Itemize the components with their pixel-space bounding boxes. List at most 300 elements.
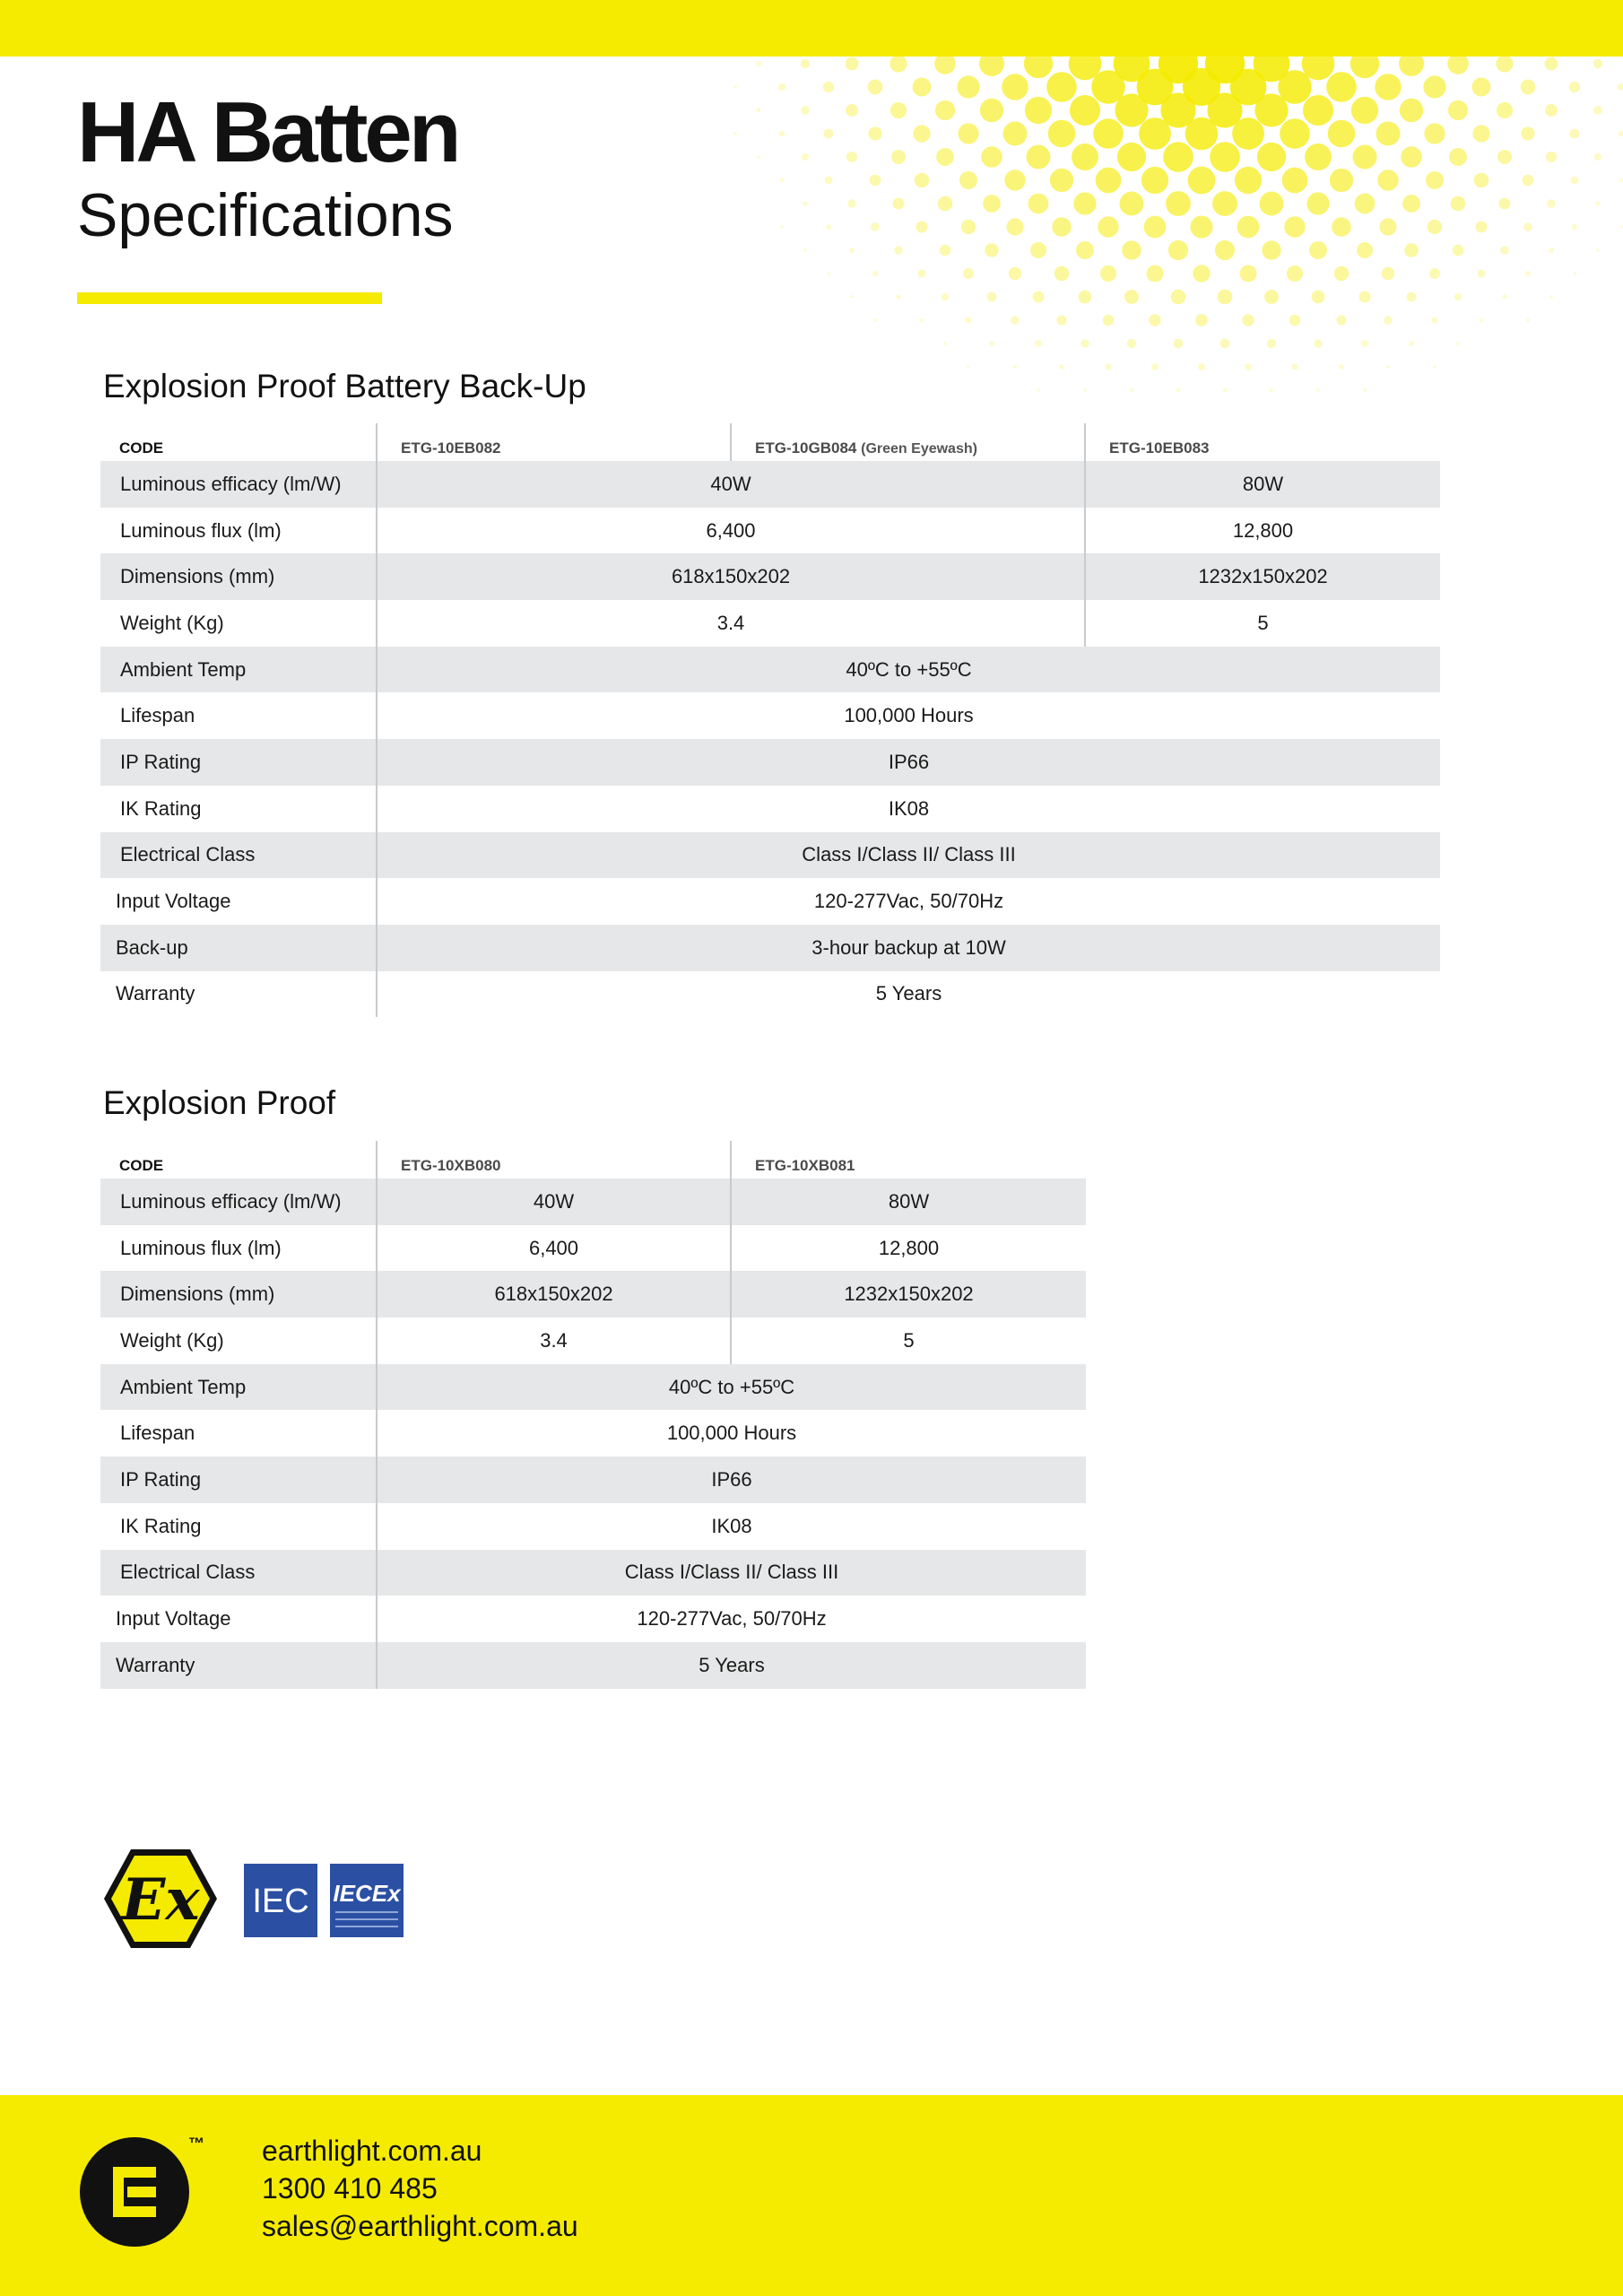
decorative-dot bbox=[1096, 168, 1122, 194]
decorative-dot bbox=[980, 99, 1003, 122]
row-label: Electrical Class bbox=[100, 832, 377, 879]
row-value: 5 bbox=[1085, 600, 1440, 647]
row-value: 40W bbox=[377, 1178, 731, 1225]
decorative-dot bbox=[1474, 173, 1489, 188]
decorative-dot bbox=[1027, 145, 1051, 170]
decorative-dot bbox=[1316, 388, 1320, 392]
row-value: 120-277Vac, 50/70Hz bbox=[637, 1607, 827, 1631]
decorative-dot bbox=[985, 243, 999, 257]
row-label: Dimensions (mm) bbox=[100, 1271, 377, 1318]
code-column-header bbox=[731, 423, 1085, 461]
decorative-dot bbox=[1339, 364, 1344, 370]
decorative-dot bbox=[1472, 125, 1489, 142]
decorative-dot bbox=[1477, 269, 1485, 277]
decorative-dot bbox=[1117, 143, 1146, 171]
svg-text:Ex: Ex bbox=[121, 1866, 200, 1934]
row-label: Lifespan bbox=[100, 1410, 377, 1457]
decorative-dot bbox=[987, 292, 997, 302]
decorative-dot bbox=[1291, 363, 1298, 370]
decorative-dot bbox=[733, 132, 737, 135]
decorative-dot bbox=[1242, 314, 1254, 326]
code-text: ETG-10GB084 bbox=[755, 439, 857, 457]
decorative-dot bbox=[1332, 217, 1351, 237]
decorative-dot bbox=[870, 175, 881, 187]
decorative-dot bbox=[1618, 83, 1623, 91]
decorative-dot bbox=[1594, 153, 1601, 161]
table-row bbox=[100, 786, 1440, 832]
spec-table-battery-backup bbox=[100, 423, 1440, 1017]
decorative-dot bbox=[915, 173, 930, 188]
decorative-dot bbox=[1056, 315, 1066, 325]
decorative-dot bbox=[1215, 240, 1235, 260]
decorative-dot bbox=[1433, 365, 1436, 369]
decorative-dot bbox=[1303, 95, 1333, 126]
row-value: 120-277Vac, 50/70Hz bbox=[813, 890, 1004, 913]
row-label: Dimensions (mm) bbox=[100, 553, 377, 600]
row-value: 40W bbox=[377, 461, 1085, 508]
decorative-dot bbox=[917, 269, 925, 277]
decorative-dot bbox=[1497, 102, 1513, 118]
table-row bbox=[100, 1596, 1086, 1642]
row-label: IK Rating bbox=[100, 1503, 377, 1550]
row-value: IK08 bbox=[711, 1514, 752, 1537]
decorative-dot bbox=[1282, 168, 1308, 194]
decorative-dot bbox=[1472, 78, 1491, 97]
decorative-dot bbox=[1431, 317, 1437, 323]
decorative-dot bbox=[1168, 240, 1188, 260]
decorative-dot bbox=[1545, 57, 1558, 71]
decorative-dot bbox=[1146, 265, 1163, 282]
row-label: Electrical Class bbox=[100, 1550, 377, 1596]
decorative-dot bbox=[1267, 339, 1276, 348]
row-value: 6,400 bbox=[528, 1236, 579, 1259]
row-value: IP66 bbox=[377, 1457, 1086, 1503]
decorative-dot bbox=[780, 178, 785, 183]
decorative-dot bbox=[1245, 363, 1252, 370]
decorative-dot bbox=[938, 196, 953, 212]
decorative-dot bbox=[1122, 240, 1141, 259]
decorative-dot bbox=[1070, 95, 1100, 126]
decorative-dot bbox=[1426, 171, 1444, 189]
code-header: CODE bbox=[119, 1157, 164, 1174]
decorative-dot bbox=[827, 272, 830, 275]
decorative-dot bbox=[1257, 143, 1286, 171]
decorative-dot bbox=[1195, 314, 1208, 326]
decorative-dot bbox=[803, 201, 808, 206]
decorative-dot bbox=[801, 106, 810, 115]
decorative-dot bbox=[1619, 225, 1623, 229]
decorative-dot bbox=[1355, 194, 1376, 214]
decorative-dot bbox=[1025, 97, 1052, 124]
row-label: Lifespan bbox=[100, 692, 377, 739]
table-row bbox=[100, 1457, 1086, 1503]
decorative-dot bbox=[1305, 144, 1332, 170]
decorative-dot bbox=[1188, 167, 1216, 195]
decorative-dot bbox=[890, 55, 907, 72]
title-underline bbox=[77, 292, 382, 304]
decorative-dot bbox=[1124, 290, 1139, 304]
decorative-dot bbox=[1235, 167, 1262, 194]
decorative-dot bbox=[868, 80, 883, 95]
decorative-dot bbox=[1382, 267, 1394, 280]
code-column-header: ETG-10EB082 bbox=[377, 423, 731, 461]
decorative-dot bbox=[943, 342, 947, 345]
decorative-dot bbox=[1163, 142, 1193, 172]
table-row bbox=[100, 832, 1440, 879]
decorative-dot bbox=[1619, 178, 1623, 183]
decorative-dot bbox=[823, 82, 834, 92]
row-label: Luminous flux (lm) bbox=[100, 508, 377, 554]
row-value: 6,400 bbox=[706, 518, 756, 542]
decorative-dot bbox=[756, 108, 760, 112]
decorative-dot bbox=[1353, 145, 1377, 170]
table-row bbox=[100, 1178, 1086, 1225]
decorative-dot bbox=[757, 155, 760, 159]
svg-text:IEC: IEC bbox=[252, 1883, 309, 1920]
row-value: 12,800 bbox=[731, 1225, 1086, 1272]
decorative-dot bbox=[826, 224, 831, 230]
footer-bar bbox=[0, 2095, 1623, 2296]
row-value: Class I/Class II/ Class III bbox=[377, 1550, 1086, 1596]
decorative-dot bbox=[1185, 117, 1219, 151]
decorative-dot bbox=[1100, 265, 1116, 282]
decorative-dot bbox=[1232, 117, 1264, 150]
row-value: 3.4 bbox=[540, 1328, 568, 1352]
decorative-dot bbox=[1190, 215, 1212, 238]
decorative-dot bbox=[1052, 217, 1072, 237]
row-label: Luminous efficacy (lm/W) bbox=[100, 1178, 377, 1225]
row-value: 100,000 Hours bbox=[666, 1422, 797, 1445]
row-value: 100,000 Hours bbox=[844, 704, 974, 727]
decorative-dot bbox=[1289, 315, 1301, 326]
decorative-dot bbox=[1287, 265, 1303, 282]
table-row bbox=[100, 1503, 1086, 1550]
decorative-dot bbox=[849, 248, 855, 253]
decorative-dot bbox=[1174, 339, 1184, 349]
decorative-dot bbox=[1254, 93, 1288, 126]
decorative-dot bbox=[1284, 216, 1305, 237]
decorative-dot bbox=[981, 146, 1002, 168]
table-row bbox=[100, 878, 1440, 925]
decorative-dot bbox=[1593, 59, 1602, 68]
decorative-dot bbox=[1260, 192, 1284, 216]
decorative-dot bbox=[1447, 53, 1469, 74]
row-value: 618x150x202 bbox=[377, 553, 1085, 600]
decorative-dot bbox=[1570, 129, 1580, 139]
decorative-dot bbox=[803, 248, 807, 252]
decorative-dot bbox=[1401, 146, 1422, 168]
decorative-dot bbox=[1400, 99, 1423, 122]
decorative-dot bbox=[1115, 93, 1148, 126]
section-title-battery-backup: Explosion Proof Battery Back-Up bbox=[103, 368, 586, 404]
decorative-dot bbox=[1166, 191, 1191, 216]
decorative-dot bbox=[958, 123, 978, 144]
decorative-dot bbox=[989, 341, 994, 346]
decorative-dot bbox=[1093, 118, 1124, 149]
decorative-dot bbox=[1055, 266, 1070, 282]
table-row bbox=[100, 1318, 1086, 1364]
row-label: Input Voltage bbox=[100, 1596, 377, 1642]
row-value: 40ºC to +55ºC bbox=[377, 647, 1440, 693]
decorative-dot bbox=[1497, 150, 1512, 164]
decorative-dot bbox=[1262, 240, 1280, 259]
decorative-dot bbox=[1079, 291, 1092, 304]
decorative-dot bbox=[963, 268, 974, 279]
row-label: Luminous flux (lm) bbox=[100, 1225, 377, 1272]
decorative-dot bbox=[1480, 318, 1484, 323]
row-value: 40ºC to +55ºC bbox=[377, 1364, 1086, 1411]
decorative-dot bbox=[1619, 131, 1623, 137]
decorative-dot bbox=[1237, 216, 1260, 239]
decorative-dot bbox=[780, 225, 784, 229]
decorative-dot bbox=[1210, 142, 1240, 172]
decorative-dot bbox=[1098, 216, 1118, 237]
decorative-dot bbox=[961, 220, 976, 234]
decorative-dot bbox=[1549, 248, 1554, 253]
row-label: Luminous efficacy (lm/W) bbox=[100, 461, 377, 508]
decorative-dot bbox=[1326, 72, 1357, 102]
decorative-dot bbox=[1573, 272, 1576, 275]
decorative-dot bbox=[1549, 295, 1553, 299]
decorative-dot bbox=[1222, 387, 1227, 392]
decorative-dot bbox=[1171, 290, 1185, 304]
decorative-dot bbox=[1500, 246, 1509, 255]
decorative-dot-pattern bbox=[699, 49, 1623, 408]
code-header: CODE bbox=[119, 439, 164, 457]
decorative-dot bbox=[1523, 175, 1534, 187]
iec-logo-icon bbox=[244, 1864, 317, 1937]
decorative-dot bbox=[935, 100, 955, 120]
code-column-header: ETG-10XB080 bbox=[377, 1141, 731, 1178]
decorative-dot bbox=[1002, 121, 1027, 145]
decorative-dot bbox=[1350, 49, 1379, 78]
row-label: Weight (Kg) bbox=[100, 1318, 377, 1364]
table-row bbox=[100, 971, 1440, 1018]
decorative-dot bbox=[756, 61, 761, 66]
row-label: Ambient Temp bbox=[100, 1364, 377, 1411]
decorative-dot bbox=[1212, 191, 1237, 216]
row-label: IP Rating bbox=[100, 739, 377, 786]
decorative-dot bbox=[1453, 245, 1464, 257]
decorative-dot bbox=[847, 199, 855, 207]
table-row bbox=[100, 1225, 1086, 1272]
table-row bbox=[100, 508, 1440, 554]
decorative-dot bbox=[1198, 363, 1205, 370]
decorative-dot bbox=[1002, 74, 1028, 100]
decorative-dot bbox=[850, 295, 854, 299]
decorative-dot bbox=[965, 317, 971, 323]
decorative-dot bbox=[1379, 218, 1396, 235]
decorative-dot bbox=[1006, 218, 1023, 235]
decorative-dot bbox=[825, 177, 833, 185]
website-link[interactable]: earthlight.com.au bbox=[262, 2135, 482, 2167]
decorative-dot bbox=[891, 150, 906, 164]
decorative-dot bbox=[1328, 120, 1356, 148]
row-label: IP Rating bbox=[100, 1457, 377, 1503]
decorative-dot bbox=[846, 104, 858, 117]
decorative-dot bbox=[1569, 82, 1580, 92]
decorative-dot bbox=[1011, 316, 1019, 324]
decorative-dot bbox=[1407, 292, 1417, 302]
decorative-dot bbox=[1149, 314, 1160, 326]
row-value: 80W bbox=[1085, 461, 1440, 508]
decorative-dot bbox=[1033, 291, 1045, 303]
decorative-dot bbox=[1035, 340, 1042, 347]
decorative-dot bbox=[1595, 201, 1601, 206]
decorative-dot bbox=[1496, 55, 1513, 72]
row-value: 3.4 bbox=[716, 611, 745, 634]
decorative-dot bbox=[1239, 265, 1256, 282]
table-header-row bbox=[100, 423, 1440, 461]
certification-logos bbox=[100, 1848, 414, 1955]
table-row bbox=[100, 739, 1440, 786]
decorative-dot bbox=[1399, 51, 1424, 76]
decorative-dot bbox=[1050, 169, 1073, 192]
decorative-dot bbox=[1572, 224, 1577, 230]
row-value: 12,800 bbox=[1085, 508, 1440, 554]
row-value: 3-hour backup at 10W bbox=[377, 925, 1440, 971]
decorative-dot bbox=[1359, 291, 1371, 303]
decorative-dot bbox=[1547, 199, 1555, 207]
decorative-dot bbox=[779, 131, 785, 137]
decorative-dot bbox=[913, 125, 930, 142]
row-value: IP66 bbox=[377, 739, 1440, 786]
table-row bbox=[100, 600, 1440, 647]
decorative-dot bbox=[1402, 195, 1420, 213]
ex-mark-icon bbox=[104, 1849, 217, 1948]
decorative-dot bbox=[936, 148, 954, 166]
row-value: Class I/Class II/ Class III bbox=[377, 832, 1440, 879]
decorative-dot bbox=[1404, 243, 1419, 257]
decorative-dot bbox=[1009, 267, 1021, 280]
decorative-dot bbox=[1048, 120, 1076, 148]
decorative-dot bbox=[1456, 342, 1460, 345]
iecex-logo-icon bbox=[330, 1864, 404, 1937]
decorative-dot bbox=[1037, 388, 1040, 392]
decorative-dot bbox=[1357, 242, 1373, 258]
decorative-dot bbox=[1429, 268, 1440, 279]
decorative-dot bbox=[920, 318, 924, 323]
decorative-dot bbox=[1593, 106, 1602, 115]
decorative-dot bbox=[1059, 364, 1064, 370]
row-label: Warranty bbox=[100, 1642, 377, 1689]
decorative-dot bbox=[1526, 318, 1530, 322]
decorative-dot bbox=[1502, 294, 1506, 299]
decorative-dot bbox=[1448, 100, 1468, 120]
table-row bbox=[100, 647, 1440, 693]
decorative-dot bbox=[1376, 121, 1400, 145]
decorative-dot bbox=[1024, 49, 1053, 78]
decorative-dot bbox=[1546, 152, 1557, 162]
row-value: 1232x150x202 bbox=[1085, 553, 1440, 600]
decorative-dot bbox=[1475, 221, 1487, 232]
decorative-dot bbox=[1151, 363, 1159, 370]
decorative-dot bbox=[868, 126, 881, 140]
decorative-dot bbox=[1218, 290, 1232, 304]
decorative-dot bbox=[1312, 291, 1325, 304]
decorative-dot bbox=[1120, 192, 1144, 216]
decorative-dot bbox=[1449, 148, 1467, 166]
decorative-dot bbox=[1361, 340, 1368, 347]
decorative-dot bbox=[1451, 196, 1466, 212]
row-value: IK08 bbox=[888, 796, 930, 820]
decorative-dot bbox=[1139, 117, 1171, 150]
row-label: Warranty bbox=[100, 971, 377, 1018]
decorative-dot bbox=[934, 53, 956, 74]
decorative-dot bbox=[1334, 266, 1350, 282]
code-column-header: ETG-10EB083 bbox=[1085, 423, 1440, 461]
section-title-explosion-proof: Explosion Proof bbox=[103, 1084, 336, 1121]
decorative-dot bbox=[983, 195, 1001, 213]
table-row bbox=[100, 925, 1440, 971]
decorative-dot bbox=[1336, 315, 1346, 325]
row-value: 5 Years bbox=[377, 1642, 1086, 1689]
decorative-dot bbox=[1363, 388, 1367, 392]
table-row bbox=[100, 1364, 1086, 1411]
decorative-dot bbox=[940, 245, 951, 257]
decorative-dot bbox=[967, 365, 970, 369]
decorative-dot bbox=[1351, 97, 1378, 124]
decorative-dot bbox=[824, 129, 834, 139]
decorative-dot bbox=[959, 171, 977, 189]
decorative-dot bbox=[778, 83, 785, 91]
decorative-dot bbox=[846, 152, 857, 162]
email-link[interactable]: sales@earthlight.com.au bbox=[262, 2210, 578, 2242]
decorative-dot bbox=[1523, 222, 1532, 231]
decorative-dot bbox=[1384, 316, 1392, 324]
decorative-dot bbox=[1081, 339, 1089, 347]
decorative-dot bbox=[1314, 339, 1322, 347]
decorative-dot bbox=[1309, 241, 1327, 259]
table-row bbox=[100, 1271, 1086, 1318]
row-label: Back-up bbox=[100, 925, 377, 971]
decorative-dot bbox=[1141, 167, 1168, 194]
decorative-dot bbox=[1220, 339, 1230, 349]
trademark-symbol: ™ bbox=[188, 2135, 204, 2152]
decorative-dot bbox=[1375, 74, 1401, 100]
table-row bbox=[100, 553, 1440, 600]
decorative-dot bbox=[873, 318, 877, 322]
row-label: Ambient Temp bbox=[100, 647, 377, 693]
decorative-dot bbox=[1105, 363, 1111, 370]
decorative-dot bbox=[979, 51, 1004, 76]
row-value: 5 bbox=[731, 1318, 1086, 1364]
decorative-dot bbox=[801, 59, 810, 68]
decorative-dot bbox=[1130, 388, 1134, 393]
decorative-dot bbox=[1428, 220, 1442, 234]
decorative-dot bbox=[872, 271, 878, 276]
decorative-dot bbox=[1264, 290, 1279, 304]
decorative-dot bbox=[1498, 197, 1510, 209]
row-value: 5 Years bbox=[875, 982, 942, 1005]
decorative-dot bbox=[1545, 104, 1558, 117]
table-row bbox=[100, 1550, 1086, 1596]
svg-text:IECEx: IECEx bbox=[333, 1880, 401, 1907]
phone-number[interactable]: 1300 410 485 bbox=[262, 2172, 438, 2205]
decorative-dot bbox=[1386, 365, 1390, 369]
decorative-dot bbox=[1423, 75, 1445, 98]
decorative-dot bbox=[896, 294, 900, 299]
decorative-dot bbox=[1072, 144, 1098, 170]
row-value: 80W bbox=[731, 1178, 1086, 1225]
decorative-dot bbox=[916, 221, 927, 232]
table-row bbox=[100, 692, 1440, 739]
page-subtitle: Specifications bbox=[77, 181, 454, 249]
decorative-dot bbox=[1028, 194, 1049, 214]
table-row bbox=[100, 1642, 1086, 1689]
decorative-dot bbox=[892, 197, 904, 209]
code-note: (Green Eyewash) bbox=[861, 441, 977, 457]
